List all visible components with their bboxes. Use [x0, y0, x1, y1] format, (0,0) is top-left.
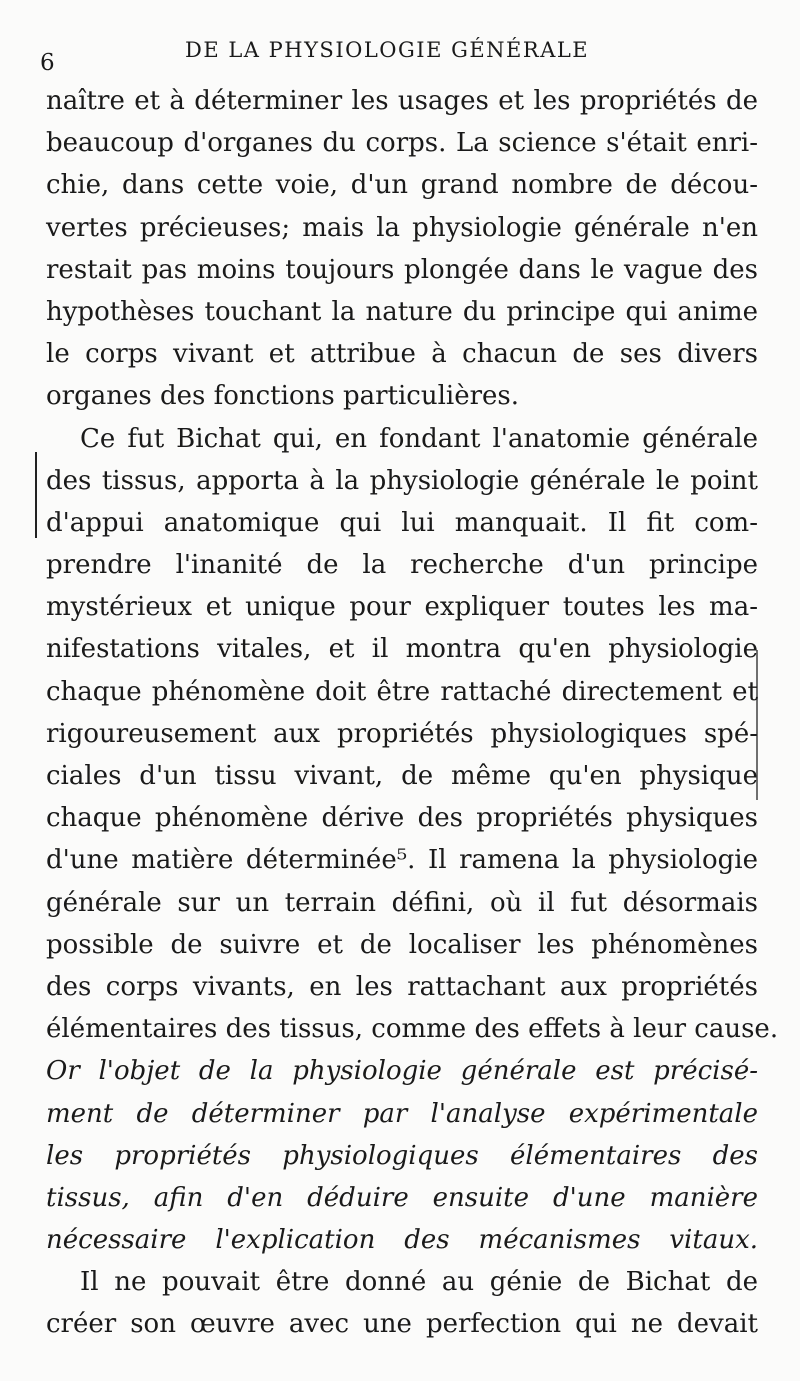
text-line: Il ne pouvait être donné au génie de Bichat de — [80, 1267, 758, 1298]
text-line: des tissus, apporta à la physiologie générale le point — [46, 465, 758, 496]
text-line: nifestations vitales, et il montra qu'en physiologie — [46, 634, 758, 665]
text-line: le corps vivant et attribue à chacun de ses divers — [46, 339, 758, 370]
text-line: mystérieux et unique pour expliquer toutes les ma- — [46, 592, 758, 623]
text-line: ciales d'un tissu vivant, de même qu'en physique — [46, 761, 758, 791]
italic-text-line: ment de déterminer par l'analyse expérimentale — [46, 1098, 758, 1129]
text-line: vertes précieuses; mais la physiologie générale n'en — [46, 212, 758, 243]
running-head: DE LA PHYSIOLOGIE GÉNÉRALE — [185, 38, 590, 62]
text-line: hypothèses touchant la nature du principe qui anime — [46, 296, 758, 327]
page-header — [40, 38, 760, 78]
text-line: possible de suivre et de localiser les phénomènes — [46, 929, 758, 960]
text-line: chaque phénomène dérive des propriétés physiques — [46, 803, 758, 834]
text-line: d'appui anatomique qui lui manquait. Il fit com- — [46, 507, 758, 538]
text-line: élémentaires des tissus, comme des effets à leur cause. — [46, 1014, 779, 1045]
text-line: chie, dans cette voie, d'un grand nombre de décou- — [46, 170, 758, 201]
text-line: naître et à déterminer les usages et les propriétés de — [46, 86, 758, 116]
italic-text-line: Or l'objet de la physiologie générale est précisé- — [46, 1056, 758, 1087]
text-line: Ce fut Bichat qui, en fondant l'anatomie générale — [80, 423, 758, 454]
italic-text-line: les propriétés physiologiques élémentaires des — [46, 1140, 758, 1171]
text-line: organes des fonctions particulières. — [46, 381, 520, 412]
text-line: rigoureusement aux propriétés physiologiques spé- — [46, 718, 758, 749]
text-line: créer son œuvre avec une perfection qui ne devait — [46, 1309, 758, 1340]
text-line: restait pas moins toujours plongée dans le vague des — [46, 254, 758, 285]
margin-mark-left — [35, 452, 37, 538]
text-line: générale sur un terrain défini, où il fut désormais — [46, 887, 758, 918]
text-line: beaucoup d'organes du corps. La science s'était enri- — [46, 128, 758, 159]
text-line: chaque phénomène doit être rattaché directement et — [46, 676, 758, 707]
text-line: prendre l'inanité de la recherche d'un principe — [46, 550, 758, 581]
page-number: 6 — [40, 50, 56, 76]
text-line: d'une matière déterminée⁵. Il ramena la physiologie — [46, 845, 758, 876]
italic-text-line: tissus, afin d'en déduire ensuite d'une manière — [46, 1182, 758, 1213]
italic-text-line: nécessaire l'explication des mécanismes vitaux. — [46, 1225, 758, 1256]
text-line: des corps vivants, en les rattachant aux propriétés — [46, 971, 758, 1002]
body-text — [46, 80, 779, 1346]
